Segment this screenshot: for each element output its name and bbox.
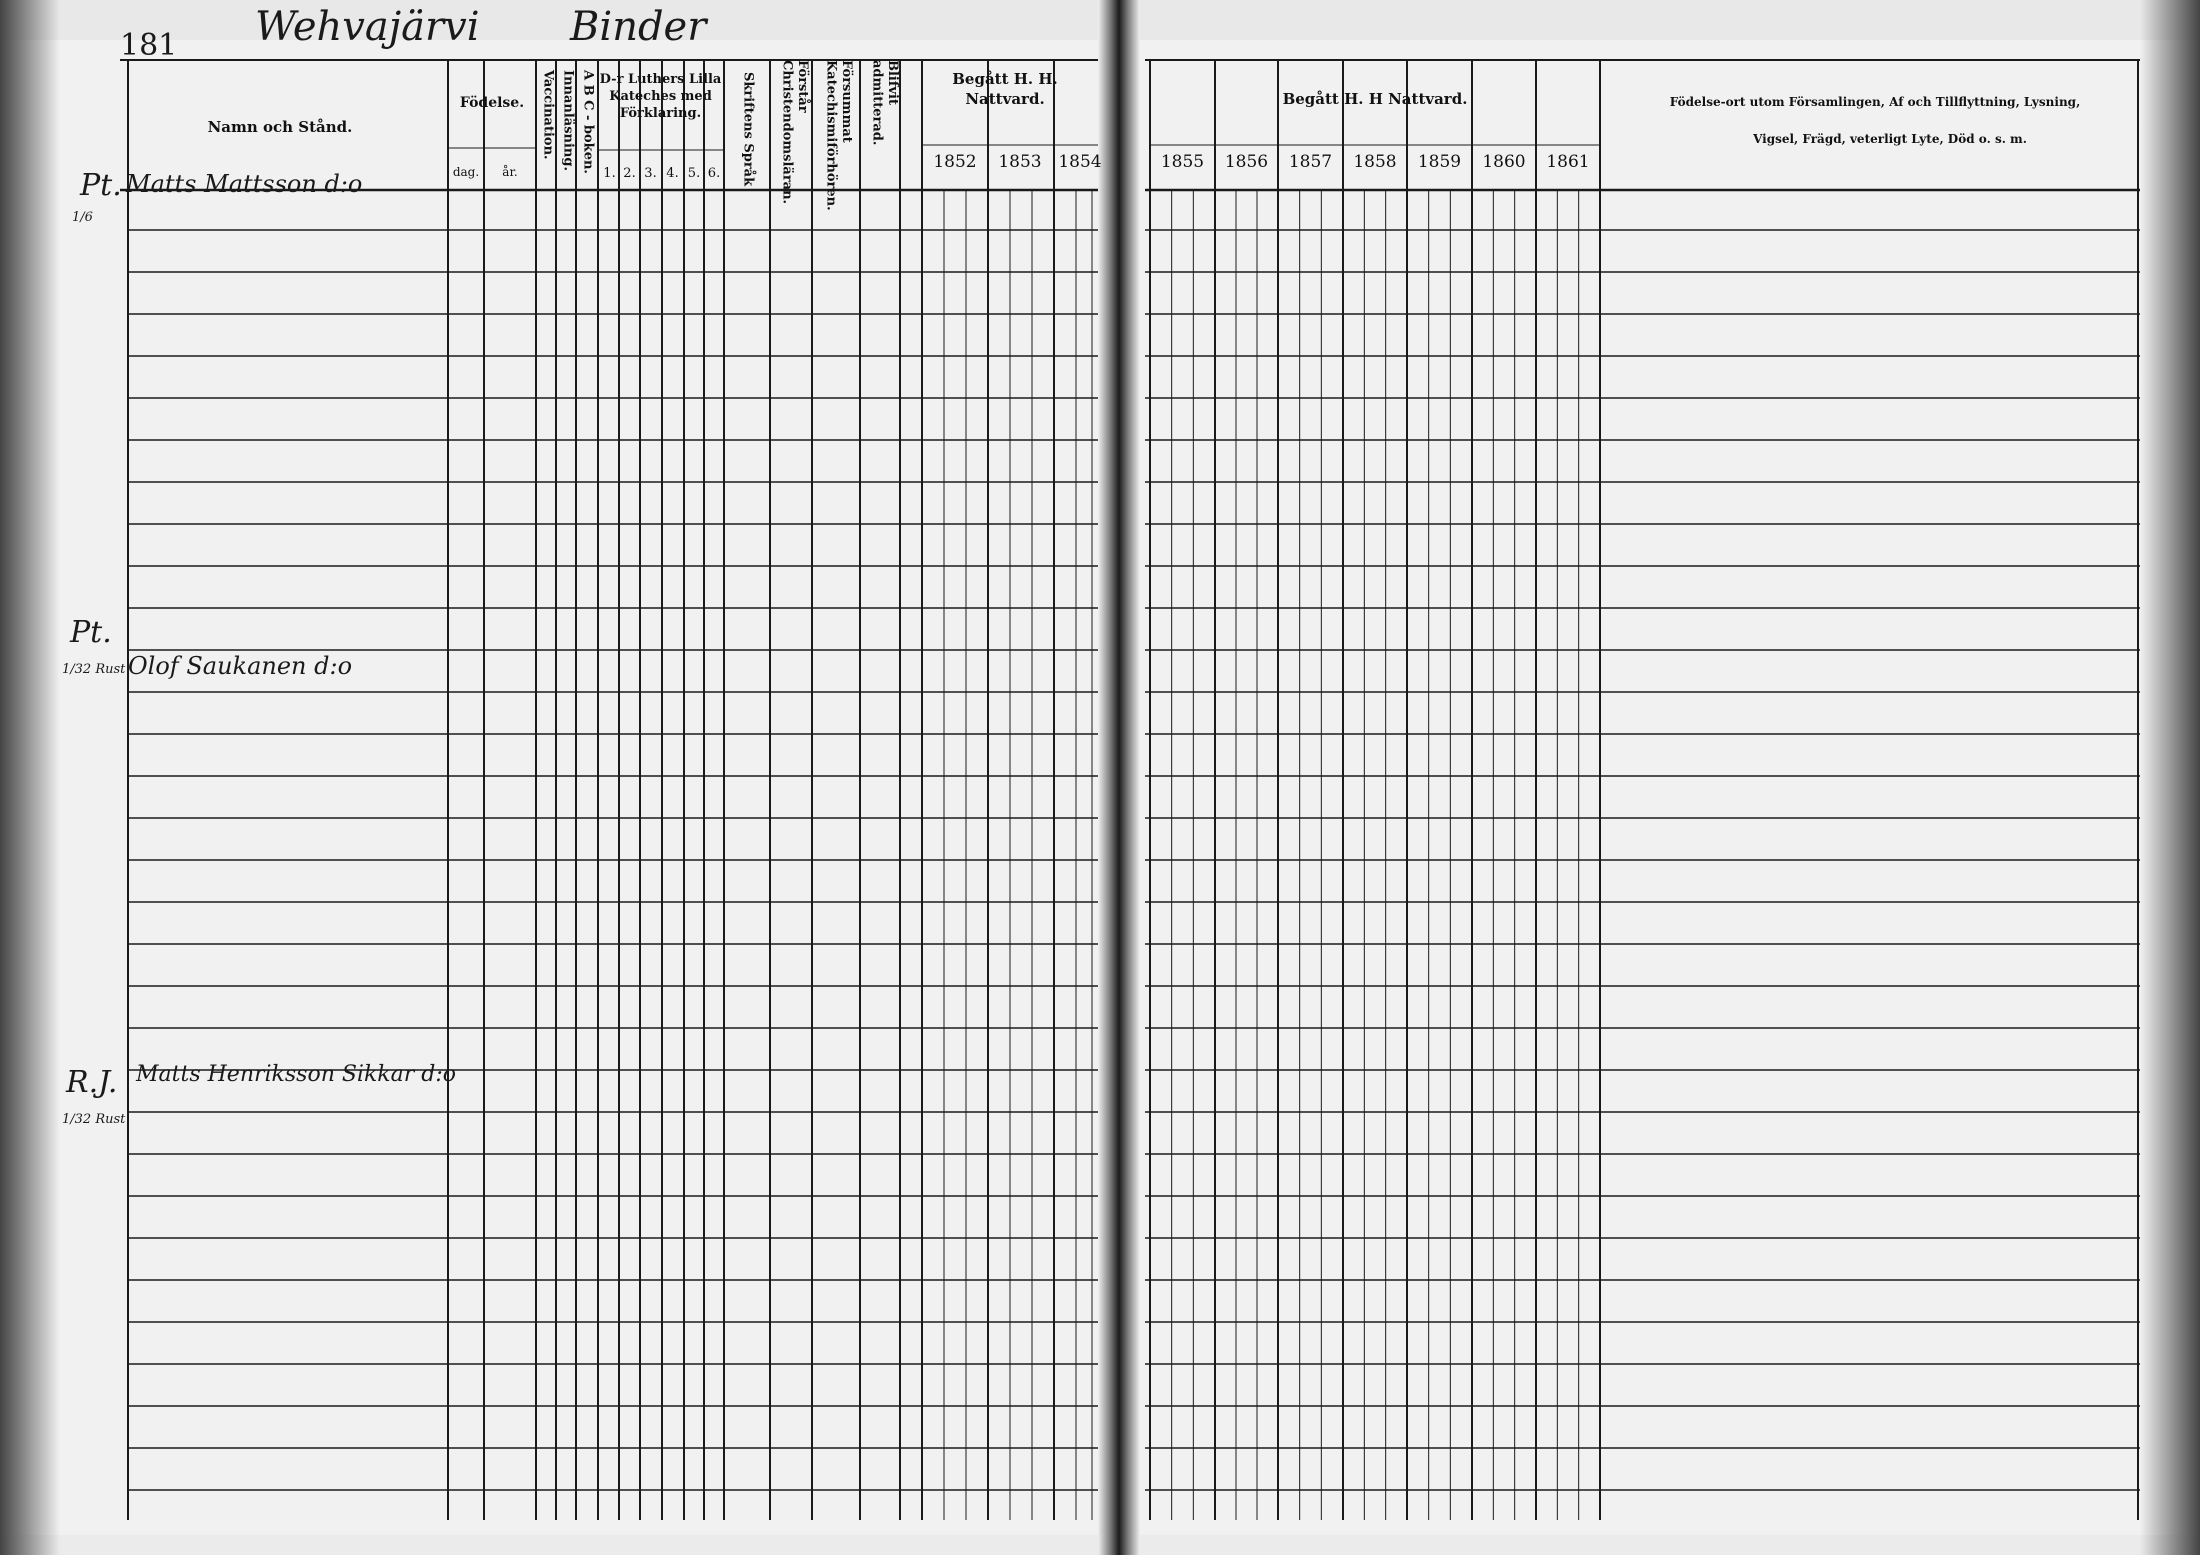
- year-1857: 1857: [1288, 152, 1333, 172]
- header-vaccination: Vaccination.: [540, 70, 556, 160]
- entry-sub: 1/6: [72, 210, 93, 225]
- page-number: 181: [120, 28, 178, 63]
- communion-year-1854: 1854: [1058, 152, 1102, 172]
- header-name: Namn och Stånd.: [207, 118, 353, 136]
- header-notes-line1: Födelse-ort utom Församlingen, Af och Tillflyttning, Lysning,: [1669, 95, 2081, 109]
- entry-sub: 1/32 Rust: [62, 1112, 126, 1127]
- header-birth-day: dag.: [452, 165, 480, 179]
- entry-marker: Pt.: [70, 615, 112, 650]
- header-cat-1: 1.: [603, 166, 616, 181]
- header-catechism: D-r Luthers Lilla Kateches med Förklaring.: [599, 72, 722, 121]
- right-edge-shadow: [2140, 0, 2200, 1555]
- header-communion-left: Begått H. H. Nattvard.: [952, 70, 1058, 108]
- entry-name: Olof Saukanen d:o: [128, 652, 353, 680]
- year-1858: 1858: [1353, 152, 1397, 172]
- header-abc: A B C - boken.: [580, 70, 596, 174]
- communion-year-1853: 1853: [998, 152, 1042, 172]
- header-cat-6: 6.: [707, 166, 721, 181]
- header-inoculation: Innanläsning.: [560, 70, 576, 171]
- entry-name: Matts Henriksson Sikkar d:o: [136, 1062, 456, 1087]
- entry-marker: R.J.: [66, 1065, 118, 1100]
- year-1856: 1856: [1224, 152, 1269, 172]
- header-cat-2: 2.: [623, 166, 636, 181]
- header-understanding: Förstår Christendomsläran.: [779, 60, 810, 205]
- communion-year-1852: 1852: [933, 152, 977, 172]
- header-scripture: Skriftens Språk: [740, 72, 756, 187]
- header-neglected: Försummat Katechismiförhören.: [823, 60, 854, 211]
- header-cat-5: 5.: [687, 166, 701, 181]
- header-cat-4: 4.: [666, 166, 679, 181]
- year-1861: 1861: [1546, 152, 1590, 172]
- entry-marker: Pt.: [80, 168, 122, 203]
- village-name: Wehvajärvi: [255, 4, 480, 50]
- header-admitted: Blifvit admitterad.: [869, 60, 900, 146]
- header-communion-right: Begått H. H Nattvard.: [1282, 90, 1468, 108]
- farm-name: Binder: [570, 4, 707, 50]
- year-1859: 1859: [1417, 152, 1462, 172]
- header-birth-year: år.: [502, 165, 518, 179]
- book-gutter: [1098, 0, 1140, 1555]
- entry-name: Matts Mattsson d:o: [126, 170, 363, 198]
- year-1855: 1855: [1160, 152, 1205, 172]
- year-1860: 1860: [1482, 152, 1526, 172]
- entry-sub: 1/32 Rust: [62, 662, 126, 677]
- header-notes-line2: Vigsel, Frägd, veterligt Lyte, Död o. s. m.: [1753, 132, 2027, 146]
- header-cat-3: 3.: [644, 166, 657, 181]
- header-birth: Födelse.: [459, 95, 525, 111]
- left-edge-shadow: [0, 0, 60, 1555]
